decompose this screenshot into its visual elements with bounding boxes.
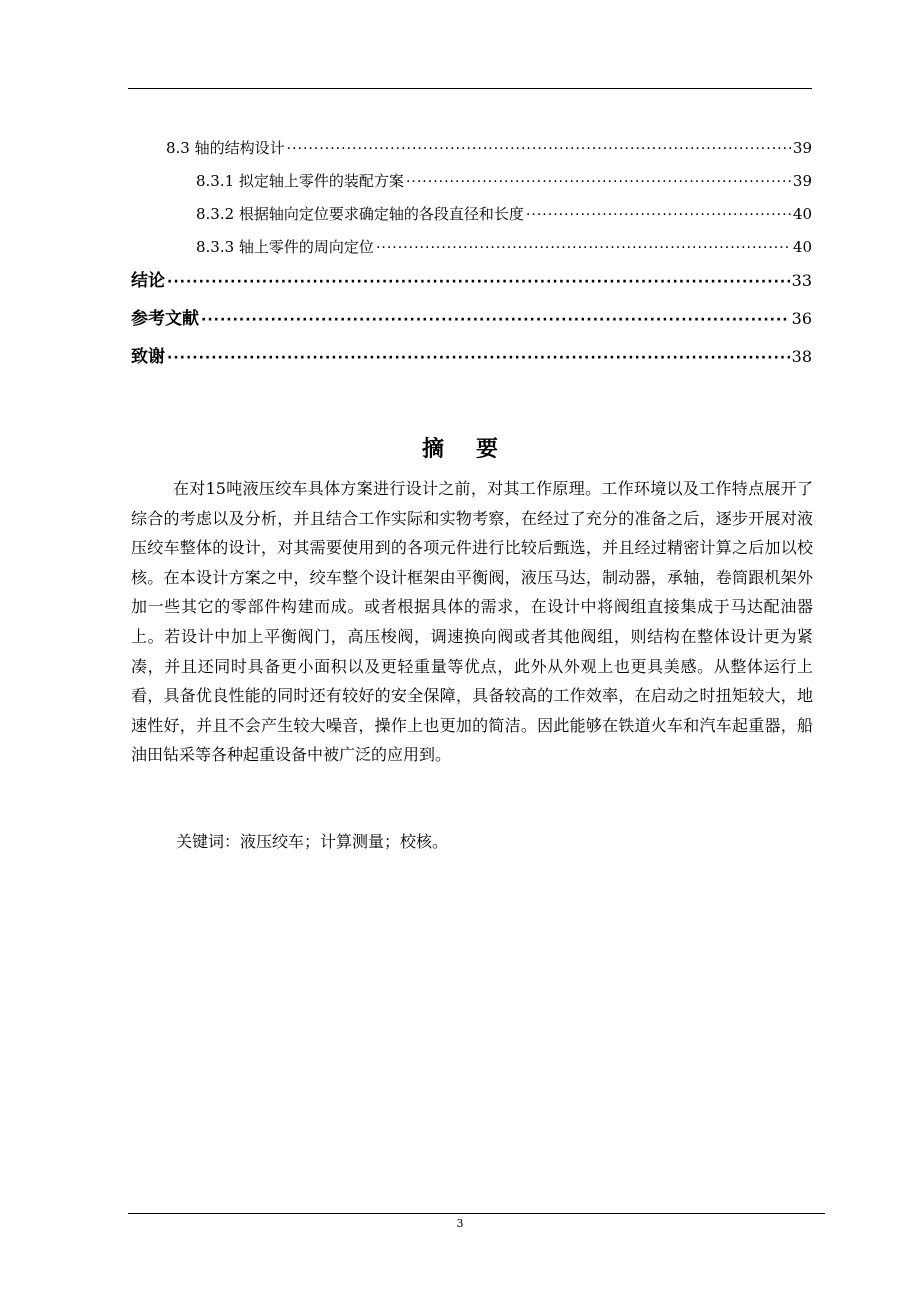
toc-entry-page: 40 <box>792 238 812 256</box>
toc-dot-leader <box>376 240 791 256</box>
page-number: 3 <box>456 1217 464 1230</box>
toc-entry-label: 致谢 <box>131 347 165 367</box>
header-rule <box>128 88 812 89</box>
toc-entry-label: 结论 <box>131 271 165 291</box>
footer-rule <box>128 1213 825 1214</box>
toc-dot-leader <box>526 207 791 223</box>
toc-entry-label: 8.3.1 拟定轴上零件的装配方案 <box>196 172 404 190</box>
toc-entry-label: 8.3.2 根据轴向定位要求确定轴的各段直径和长度 <box>196 205 524 223</box>
toc-entry[interactable] <box>196 203 812 224</box>
toc-entry-chapter[interactable] <box>131 304 812 329</box>
toc-entry[interactable] <box>196 170 812 191</box>
toc-entry[interactable] <box>196 236 812 257</box>
keywords-line: 关键词：液压绞车；计算测量；校核。 <box>176 832 449 851</box>
toc-entry-page: 36 <box>791 309 812 328</box>
toc-entry[interactable] <box>166 137 812 158</box>
toc-entry-label: 8.3 轴的结构设计 <box>166 139 285 157</box>
toc-entry-page: 40 <box>792 205 812 223</box>
toc-entry-page: 38 <box>791 347 812 366</box>
toc-dot-leader <box>167 350 790 366</box>
toc-entry-chapter[interactable] <box>131 342 812 367</box>
toc-entry-label: 参考文献 <box>131 309 199 329</box>
toc-entry-page: 39 <box>792 172 812 190</box>
toc-entry-page: 33 <box>791 271 812 290</box>
toc-dot-leader <box>287 141 791 157</box>
toc-dot-leader <box>406 174 791 190</box>
toc-entry-chapter[interactable] <box>131 266 812 291</box>
toc-entry-label: 8.3.3 轴上零件的周向定位 <box>196 238 374 256</box>
toc-dot-leader <box>167 274 790 290</box>
toc-dot-leader <box>201 312 790 328</box>
toc-entry-page: 39 <box>792 139 812 157</box>
abstract-title: 摘要 <box>421 437 530 462</box>
abstract-body: 在对15吨液压绞车具体方案进行设计之前，对其工作原理。工作环境以及工作特点展开了综合的考虑以及分析，并且结合工作实际和实物考察，在经过了充分的准备之后，逐步开展对液压绞车整体的设计，对其需要使用到的各项元件进行比较后甄选，并且经过精密计算之后加以校核。在本设计方案之中，绞车整个设计框架由平衡阀，液压马达，制动器，承轴，卷筒跟机架外加一些其它的零部件构建而成。或者根据具体的需求，在设计中将阀组直接集成于马达配油器上。若设计中加上平衡阀门，高压梭阀，调速换向阀或者其他阀组，则结构在整体设计更为紧凑，并且还同时具备更小面积以及更轻重量等优点，此外从外观上也更具美感。从整体运行上看，具备优良性能的同时还有较好的安全保障，具备较高的工作效率，在启动之时扭矩较大，地速性好，并且不会产生较大噪音，操作上也更加的简洁。因此能够在铁道火车和汽车起重器，船油田钻采等各种起重设备中被广泛的应用到。 <box>131 479 813 765</box>
